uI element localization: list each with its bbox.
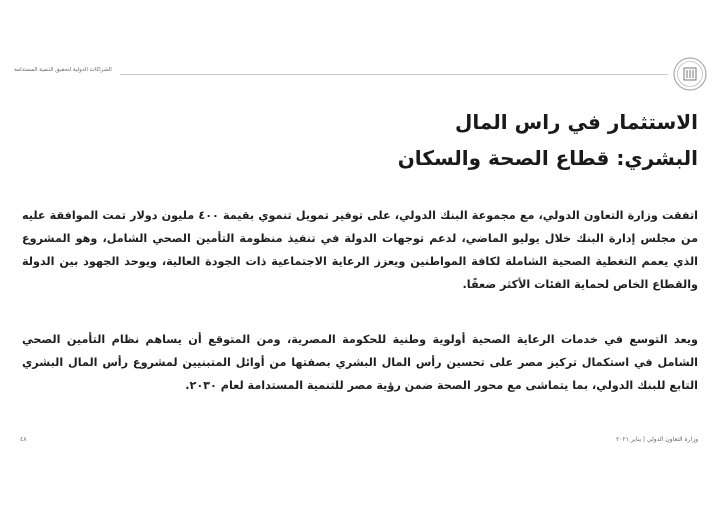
body-paragraph-1: اتفقت وزارة التعاون الدولي، مع مجموعة البنك الدولي، على توفير تمويل تنموي بقيمة ٤٠٠ مليون دولار تمت الموافقة عليه من مجلس إدارة البنك خلال يوليو الماضي، لدعم توجهات الدولة في تنفيذ منظومة التأمين الصحي الشامل، وهو المشروع الذي يعمم التغطية الصحية الشاملة لكافة المواطنين ويعزز الرعاية الاجتماعية ذات الجودة العالية، ويوحد الجهود بين الدولة والقطاع الخاص لحماية الفئات الأكثر ضعفًا. <box>22 209 698 291</box>
header-caption: الشراكات الدولية لتحقيق التنمية المستدامة <box>14 67 112 73</box>
footer-publication: وزارة التعاون الدولي | يناير ٢٠٢١ <box>616 436 698 443</box>
body-paragraph-2: ويعد التوسع في خدمات الرعاية الصحية أولوية وطنية للحكومة المصرية، ومن المتوقع أن يساهم نظام التأمين الصحي الشامل في استكمال تركيز مصر على تحسين رأس المال البشري بصفتها من أوائل المتبنيين لمشروع رأس المال البشري التابع للبنك الدولي، بما يتماشى مع محور الصحة ضمن رؤية مصر للتنمية المستدامة لعام ٢٠٣٠. <box>22 333 698 392</box>
ministry-emblem-icon <box>672 56 708 92</box>
header-divider <box>120 74 668 75</box>
page-number: ٤٨ <box>20 436 27 443</box>
page-title: الاستثمار في راس المال البشري: قطاع الصحة والسكان <box>397 110 698 170</box>
